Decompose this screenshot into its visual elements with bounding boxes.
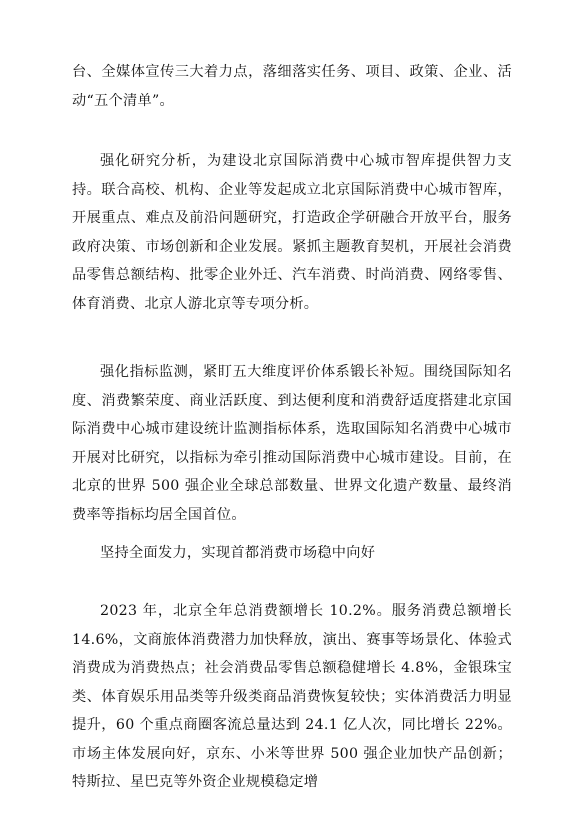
paragraph-indicator-monitoring: 强化指标监测，紧盯五大维度评价体系锻长补短。围绕国际知名度、消费繁荣度、商业活跃度、到达便利度和消费舒适度搭建北京国际消费中心城市建设统计监测指标体系，选取国际知名消费中心城市开展对比研究，以指标为牵引推动国际消费中心城市建设。目前，在北京的世界 500 强企业全球总部数量、世界文化遗产数量、最终消费率等指标均居全国首位。 (72, 364, 512, 523)
section-heading: 坚持全面发力，实现首都消费市场稳中向好 (100, 545, 376, 561)
paragraph-research-analysis: 强化研究分析，为建设北京国际消费中心城市智库提供智力支持。联合高校、机构、企业等发起成立北京国际消费中心城市智库，开展重点、难点及前沿问题研究，打造政企学研融合开放平台，服务政府决策、市场创新和企业发展。紧抓主题教育契机，开展社会消费品零售总额结构、批零企业外迁、汽车消费、时尚消费、网络零售、体育消费、北京人游北京等专项分析。 (72, 153, 512, 312)
paragraph-consumption-2023: 2023 年，北京全年总消费额增长 10.2%。服务消费总额增长 14.6%，文商旅体消费潜力加快释放，演出、赛事等场景化、体验式消费成为消费热点；社会消费品零售总额稳健增长 4.8%，金银珠宝类、体育娱乐用品类等升级类商品消费恢复较快；实体消费活力明显提升，60 个重点商圈客流总量达到 24.1 亿人次，同比增长 22%。市场主体发展向好，京东、小米等世界 500 强企业加快产品创新；特斯拉、星巴克等外资企业规模稳定增 (72, 603, 512, 790)
paragraph-continuation: 台、全媒体宣传三大着力点，落细落实任务、项目、政策、企业、活动“五个清单”。 (72, 64, 512, 109)
